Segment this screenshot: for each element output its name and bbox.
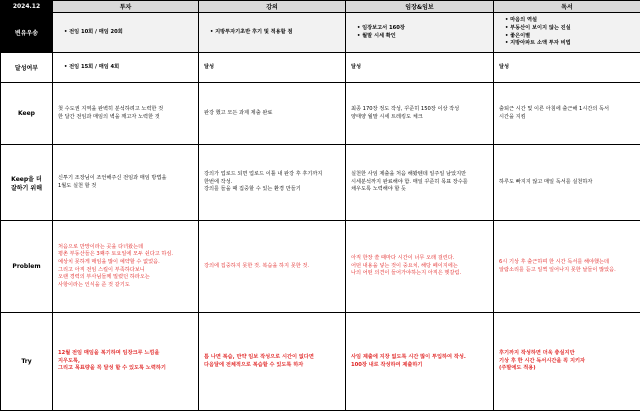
list-item: • 부동산이 보이지 않는 진실: [505, 25, 635, 33]
list-item: • 지방투자기초반 후기 및 적용할 점: [210, 29, 340, 37]
cell-text: 강의에 집중하지 못한 것. 복습을 하지 못한 것.: [204, 262, 310, 269]
cell-text: 완강 했고 모든 과제 제출 완료: [204, 109, 273, 116]
cell-text: 후기까지 작성하면 더욱 충실지만 기상 후 한 시간 독서시간을 꼭 지키자 (주말에도 적용): [499, 350, 586, 372]
problem-lecture: [199, 221, 346, 313]
keep-more-label: [1, 145, 53, 221]
keep-more-row: [1, 145, 640, 221]
list-item: • 월말 시세 확인: [357, 33, 488, 41]
cell-text: 사임 제출에 지장 없도록 시간 많이 투입하여 작성. 100장 내로 작성하여 제출하기: [351, 353, 466, 368]
cell-text: 첫 수도권 지역을 완벽히 분석하려고 노력한 것 한 달간 전임과 매임의 벽을 깨고자 노력한 것: [58, 105, 164, 120]
keep-more-lecture: [199, 145, 346, 221]
try-lecture: [199, 313, 346, 411]
cell-text: 강의가 업로드 되면 업로드 이틀 내 완강 후 후기까지 한번에 작성. 강의를 들을 때 집중할 수 있는 환경 만들기: [204, 171, 323, 193]
try-reading: [494, 313, 640, 411]
header-reading: 독서: [494, 1, 640, 13]
keep-label: Keep: [1, 83, 53, 145]
cell-text: 신투기 조장님이 조언해주신 전임과 매임 방법을 1월도 실천 할 것: [58, 174, 167, 189]
header-lecture: 강의: [199, 1, 346, 13]
problem-imjang: [346, 221, 494, 313]
header-date: 2024.12: [1, 1, 53, 13]
list-item: • 전임 15회 / 매임 4회: [64, 64, 193, 72]
achieve-invest: [53, 53, 199, 83]
goal-lecture: [199, 13, 346, 53]
problem-reading: [494, 221, 640, 313]
cell-text: 틈 나면 복습, 만약 임보 작성으로 시간이 없다면 다음달에 전체적으로 복습할 수 있도록 하자: [204, 353, 314, 368]
goal-row: [1, 13, 640, 53]
try-imjang: [346, 313, 494, 411]
header-imjang: 임장&임보: [346, 1, 494, 13]
achieve-label: 달성여부: [1, 53, 53, 83]
cell-text: 아직 한장 쓸 때마다 시간이 너무 오래 걸린다. 어떤 내용을 넣는 것이 중요치, 해당 페이지에는 나의 어떤 의견이 들어가야하는지 아직은 헷갈림.: [351, 255, 462, 277]
keep-more-reading: [494, 145, 640, 221]
header-invest: 투자: [53, 1, 199, 13]
goal-reading: [494, 13, 640, 53]
achieve-imjang: 달성: [346, 53, 494, 83]
achieve-row: [1, 53, 640, 83]
list-item: • 좋은이별: [505, 33, 635, 41]
goal-label: 변유우송: [1, 13, 53, 53]
achieve-lecture: 달성: [199, 53, 346, 83]
achieve-reading: 달성: [494, 53, 640, 83]
row-label-text: Keep을 더 잘하기 위해: [10, 175, 43, 192]
keep-invest: [53, 83, 199, 145]
header-row: [1, 1, 640, 13]
list-item: • 임장보고서 160장: [357, 25, 488, 33]
cell-text: 하루도 빠지지 않고 매일 독서를 실천하자: [499, 178, 593, 185]
keep-row: [1, 83, 640, 145]
cell-text: 처음으로 만망이라는 곳을 다녀왔는데 평촌 부동산들은 3째주 토요일에 모두 쉰다고 하심. 예상치 못하게 매임을 많이 예약할 수 없었음. 그리고 아직 전임 스킬이 부족하다보니 오랜 경력의 부사님들께 밀렸던 하라오는 사항이라는 인식을 준 것 같기도: [58, 243, 174, 288]
cell-text: 출퇴근 시간 및 이른 아침에 출근해 1시간의 독서 시간을 지킴: [499, 105, 610, 120]
keep-lecture: [199, 83, 346, 145]
cell-text: 실천한 사임 제출을 처음 해봤텐데 일주일 남았지만 시세분석까지 완료해야 함. 매일 꾸준히 목표 장수를 채우도록 노력해야 할 듯: [351, 171, 468, 193]
problem-invest: [53, 221, 199, 313]
list-item: • 지방아파트 소액 투자 비법: [505, 40, 635, 48]
list-item: • 마음의 역설: [505, 17, 635, 25]
try-row: [1, 313, 640, 411]
try-invest: [53, 313, 199, 411]
cell-text: 6시 기상 후 출근하며 한 시간 독서를 해야했는데 알람소리를 듣고 일찍 일어나지 못한 날들이 많았음.: [499, 258, 616, 273]
goal-imjang: [346, 13, 494, 53]
keep-more-invest: [53, 145, 199, 221]
cell-text: 12월 전임 매임을 복기하며 임장크루 느낌을 지우도록, 그리고 목표량을 꼭 달성 할 수 있도록 노력하기: [58, 350, 166, 372]
goal-invest: [53, 13, 199, 53]
problem-row: [1, 221, 640, 313]
try-label: Try: [1, 313, 53, 411]
keep-more-imjang: [346, 145, 494, 221]
keep-imjang: [346, 83, 494, 145]
problem-label: Problem: [1, 221, 53, 313]
cell-text: 최종 170장 정도 작성, 꾸준히 150장 이상 작성 양태양 월말 시세 트레킹도 체크: [351, 105, 460, 120]
list-item: • 전임 10회 / 매임 20회: [64, 29, 193, 37]
keep-reading: [494, 83, 640, 145]
